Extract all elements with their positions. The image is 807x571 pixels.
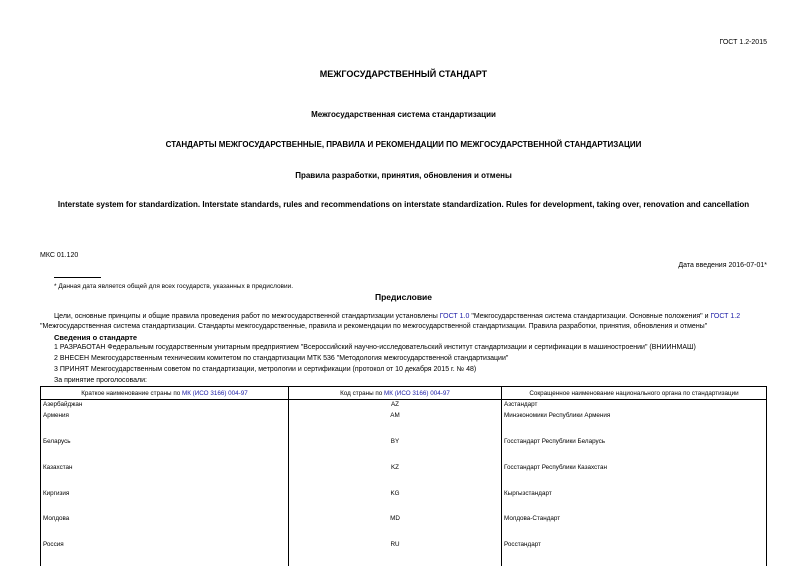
- body-cell: Госстандарт Республики Казахстан: [502, 463, 767, 489]
- gost-1-2-link[interactable]: ГОСТ 1.2: [710, 313, 741, 320]
- code-cell: RU: [289, 540, 502, 566]
- country-cell: Киргизия: [41, 489, 289, 515]
- standard-type-heading: МЕЖГОСУДАРСТВЕННЫЙ СТАНДАРТ: [319, 69, 488, 79]
- code-cell: AM: [289, 411, 502, 437]
- table-row: [41, 437, 767, 463]
- mk-iso-link[interactable]: МК (ИСО 3166) 004-97: [181, 389, 248, 397]
- paragraph-text: "Межгосударственная система стандартизации. Основные положения" и: [469, 313, 711, 320]
- body-cell: Минэкономики Республики Армения: [502, 411, 767, 437]
- country-cell: Казахстан: [41, 463, 289, 489]
- body-cell: Кыргызстандарт: [502, 489, 767, 515]
- info-item-introduced: 2 ВНЕСЕН Межгосударственным техническим комитетом по стандартизации МТК 536 "Методология межгосударственной стандартизации": [54, 355, 509, 362]
- paragraph-text: Цели, основные принципы и общие правила проведения работ по межгосударственной стандартизации установлены: [54, 313, 440, 320]
- voted-label: За принятие проголосовали:: [54, 377, 147, 384]
- header-national-body: [502, 387, 767, 400]
- code-cell: KZ: [289, 463, 502, 489]
- footnote-divider: [54, 277, 101, 278]
- body-cell: Молдова-Стандарт: [502, 514, 767, 540]
- foreword-paragraph-continued: "Межгосударственная система стандартизации. Стандарты межгосударственные, правила и рекомендации по межгосударственной стандартизации. Правила разработки, принятия, обновления и отмены": [40, 323, 708, 330]
- country-cell: Россия: [41, 540, 289, 566]
- table-header-row: [41, 387, 767, 400]
- english-title: Interstate system for standardization. Interstate standards, rules and recommendations on interstate standardization. Rules for development, taking over, renovation and cancellation: [57, 200, 750, 209]
- footnote: * Данная дата является общей для всех государств, указанных в предисловии.: [54, 283, 294, 290]
- voting-countries-table: [40, 386, 767, 566]
- body-cell: Госстандарт Республики Беларусь: [502, 437, 767, 463]
- code-cell: KG: [289, 489, 502, 515]
- mks-code: МКС 01.120: [40, 252, 79, 259]
- subtitle: Правила разработки, принятия, обновления и отмены: [295, 171, 512, 180]
- table-row: [41, 400, 767, 412]
- table-row: [41, 411, 767, 437]
- header-text: Краткое наименование страны по: [81, 389, 182, 397]
- body-cell: Азстандарт: [502, 400, 767, 412]
- info-item-developed: 1 РАЗРАБОТАН Федеральным государственным унитарным предприятием "Всероссийский научно-исследовательский институт стандартизации и сертификации в машиностроении" (ВНИИНМАШ): [54, 344, 696, 351]
- table-row: [41, 463, 767, 489]
- country-cell: Молдова: [41, 514, 289, 540]
- header-country-code: [289, 387, 502, 400]
- body-cell: Росстандарт: [502, 540, 767, 566]
- gost-1-0-link[interactable]: ГОСТ 1.0: [439, 313, 470, 320]
- foreword-title: Предисловие: [374, 292, 433, 302]
- code-cell: BY: [289, 437, 502, 463]
- header-text: Код страны по: [340, 389, 385, 397]
- table-row: [41, 489, 767, 515]
- foreword-paragraph: [54, 313, 740, 320]
- document-code: ГОСТ 1.2-2015: [719, 39, 767, 46]
- introduction-date: Дата введения 2016-07-01*: [678, 262, 767, 269]
- country-cell: Армения: [41, 411, 289, 437]
- code-cell: MD: [289, 514, 502, 540]
- country-cell: Беларусь: [41, 437, 289, 463]
- code-cell: AZ: [289, 400, 502, 412]
- country-cell: Азербайджан: [41, 400, 289, 412]
- standard-info-title: Сведения о стандарте: [54, 333, 138, 342]
- system-heading: Межгосударственная система стандартизации: [311, 110, 496, 119]
- table-row: [41, 540, 767, 566]
- mk-iso-link[interactable]: МК (ИСО 3166) 004-97: [384, 389, 450, 397]
- info-item-adopted: 3 ПРИНЯТ Межгосударственным советом по стандартизации, метрологии и сертификации (протокол от 10 декабря 2015 г. № 48): [54, 366, 477, 373]
- main-title: СТАНДАРТЫ МЕЖГОСУДАРСТВЕННЫЕ, ПРАВИЛА И РЕКОМЕНДАЦИИ ПО МЕЖГОСУДАРСТВЕННОЙ СТАНДАРТИЗАЦИИ: [165, 140, 642, 149]
- header-text: Сокращенное наименование национального органа по стандартизации: [529, 389, 739, 397]
- header-country-name: [41, 387, 289, 400]
- table-row: [41, 514, 767, 540]
